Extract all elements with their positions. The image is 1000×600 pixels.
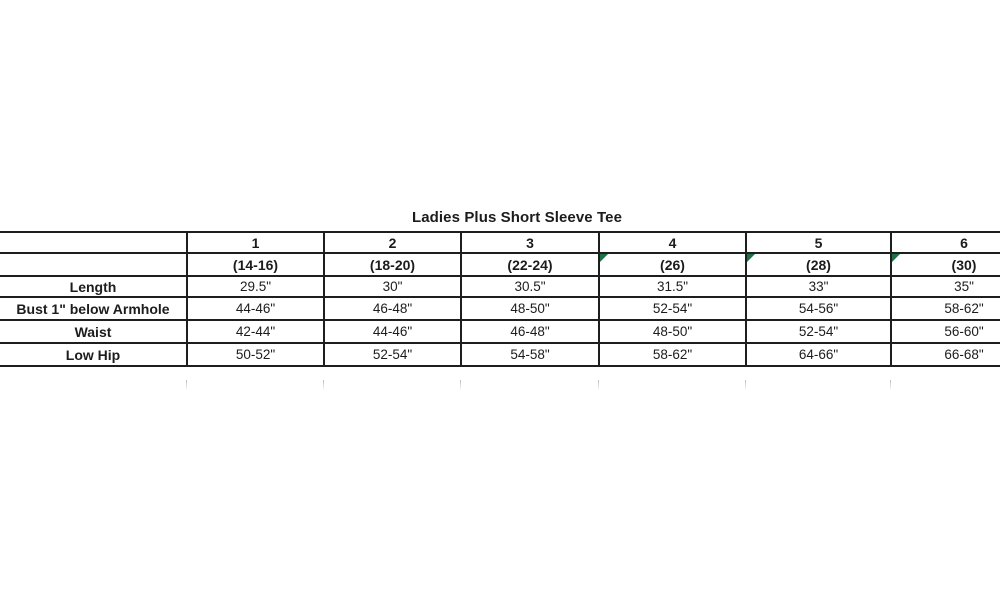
measurement-label-cell[interactable]: Low Hip: [0, 343, 187, 366]
measurement-label-cell[interactable]: Length: [0, 276, 187, 297]
size-chart-table: [0, 231, 1000, 367]
measurement-value-cell[interactable]: 31.5": [599, 276, 746, 297]
error-indicator-icon: [747, 254, 755, 262]
error-indicator-icon: [600, 254, 608, 262]
measurement-value-cell[interactable]: 66-68": [891, 343, 1000, 366]
measurement-value-cell[interactable]: 64-66": [746, 343, 891, 366]
measurement-value-cell[interactable]: 46-48": [324, 297, 461, 320]
gridline-stub: [186, 380, 187, 391]
size-range-cell[interactable]: (22-24): [461, 253, 599, 276]
size-range-cell[interactable]: [891, 253, 1000, 276]
measurement-value-cell[interactable]: 54-56": [746, 297, 891, 320]
measurement-value-cell[interactable]: 48-50": [599, 320, 746, 343]
size-range-row: [0, 253, 1000, 276]
size-number-cell[interactable]: 2: [324, 232, 461, 253]
size-range-text: (28): [806, 256, 831, 273]
measurement-value-cell[interactable]: 33": [746, 276, 891, 297]
size-number-cell[interactable]: 4: [599, 232, 746, 253]
measurement-value-cell[interactable]: 46-48": [461, 320, 599, 343]
measurement-value-cell[interactable]: 48-50": [461, 297, 599, 320]
measurement-value-cell[interactable]: 30.5": [461, 276, 599, 297]
table-title: Ladies Plus Short Sleeve Tee: [411, 209, 623, 226]
error-indicator-icon: [892, 254, 900, 262]
measurement-row-length: [0, 276, 1000, 297]
gridline-stub: [745, 380, 746, 391]
measurement-row-lowhip: [0, 343, 1000, 366]
size-number-cell[interactable]: 1: [187, 232, 324, 253]
measurement-value-cell[interactable]: 58-62": [891, 297, 1000, 320]
measurement-value-cell[interactable]: 30": [324, 276, 461, 297]
size-range-cell[interactable]: (18-20): [324, 253, 461, 276]
measurement-value-cell[interactable]: 44-46": [187, 297, 324, 320]
measurement-label-cell[interactable]: Bust 1" below Armhole: [0, 297, 187, 320]
size-range-text: (30): [951, 256, 977, 273]
corner-empty-cell[interactable]: [0, 253, 187, 276]
size-number-cell[interactable]: 5: [746, 232, 891, 253]
gridline-stub: [598, 380, 599, 391]
gridline-stub: [890, 380, 891, 391]
size-range-cell[interactable]: [599, 253, 746, 276]
measurement-row-bust: [0, 297, 1000, 320]
size-number-cell[interactable]: 3: [461, 232, 599, 253]
measurement-label-cell[interactable]: Waist: [0, 320, 187, 343]
size-range-text: (26): [660, 256, 685, 273]
gridline-stub: [323, 380, 324, 391]
measurement-row-waist: [0, 320, 1000, 343]
size-range-cell[interactable]: (14-16): [187, 253, 324, 276]
corner-empty-cell[interactable]: [0, 232, 187, 253]
measurement-value-cell[interactable]: 44-46": [324, 320, 461, 343]
measurement-value-cell[interactable]: 42-44": [187, 320, 324, 343]
measurement-value-cell[interactable]: 52-54": [599, 297, 746, 320]
size-range-cell[interactable]: [746, 253, 891, 276]
size-number-row: [0, 232, 1000, 253]
measurement-value-cell[interactable]: 54-58": [461, 343, 599, 366]
gridline-stub: [460, 380, 461, 391]
measurement-value-cell[interactable]: 29.5": [187, 276, 324, 297]
measurement-value-cell[interactable]: 52-54": [324, 343, 461, 366]
measurement-value-cell[interactable]: 52-54": [746, 320, 891, 343]
measurement-value-cell[interactable]: 56-60": [891, 320, 1000, 343]
measurement-value-cell[interactable]: 58-62": [599, 343, 746, 366]
size-number-cell[interactable]: 6: [891, 232, 1000, 253]
measurement-value-cell[interactable]: 35": [891, 276, 1000, 297]
measurement-value-cell[interactable]: 50-52": [187, 343, 324, 366]
